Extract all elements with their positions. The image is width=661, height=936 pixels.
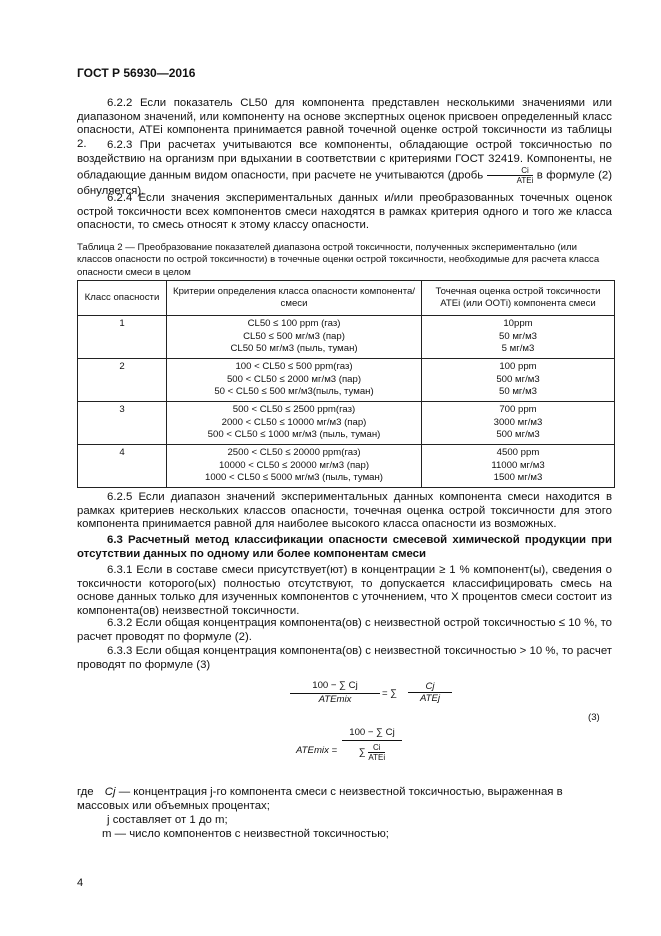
estimate-line: 3000 мг/м3 — [493, 416, 543, 428]
class-cell: 2 — [78, 359, 167, 402]
eq2-inner-denominator: ATEi — [368, 753, 386, 762]
equation-2-rhs — [342, 727, 402, 762]
estimate-line: 1500 мг/м3 — [493, 472, 543, 483]
estimate-line: 50 мг/м3 — [498, 386, 538, 397]
estimate-cell — [422, 402, 615, 445]
estimate-line: 100 ppm — [499, 361, 537, 372]
class-cell: 1 — [78, 316, 167, 359]
paragraph-6-2-3 — [77, 139, 612, 199]
paragraph-6-2-3-text: 6.2.3 При расчетах учитываются все компоненты, обладающие острой токсичностью по воздействию на организм при вдыхании в соответствии с критериями ГОСТ 32419. Компоненты, не обладающие данным видом опасности, при расчете не учитываются (дробь — [77, 139, 612, 182]
fraction-denominator: ATEi — [516, 176, 534, 186]
eq1-rhs-numerator: Cj — [408, 681, 452, 693]
criteria-line: 500 < CL50 ≤ 1000 мг/м3 (пыль, туман) — [207, 429, 381, 440]
where-word: где — [77, 786, 94, 798]
estimate-line: 700 ppm — [499, 404, 537, 415]
where-clause-2: j составляет от 1 до m; — [107, 814, 228, 826]
estimate-line: 500 мг/м3 — [496, 373, 540, 385]
class-cell: 3 — [78, 402, 167, 445]
equation-1-rhs — [408, 681, 452, 704]
where-clause-1 — [77, 786, 612, 813]
table-row — [78, 359, 615, 402]
header-criteria: Критерии определения класса опасности компонента/смеси — [167, 281, 422, 316]
document-header: ГОСТ Р 56930—2016 — [77, 66, 196, 80]
header-class: Класс опасности — [78, 281, 167, 316]
estimate-line: 50 мг/м3 — [498, 330, 538, 342]
paragraph-6-2-4: 6.2.4 Если значения экспериментальных данных и/или преобразованных точечных оценок острой токсичности всех компонентов смеси находятся в рамках критерия одного и того же класса опасности, то смесь относят к этому классу опасности. — [77, 192, 612, 232]
table-row — [78, 402, 615, 445]
criteria-line: 1000 < CL50 ≤ 5000 мг/м3 (пыль, туман) — [205, 472, 383, 483]
paragraph-6-3-1: 6.3.1 Если в составе смеси присутствует(ют) в концентрации ≥ 1 % компонент(ы), сведения о токсичности которого(ых) полностью отсутствуют, то допускается классифицировать смесь на основе данных только для изученных компонентов с уточнением, что X процентов смеси состоит из компонента(ов) неизвестной токсичности. — [77, 564, 612, 617]
criteria-line: CL50 50 мг/м3 (пыль, туман) — [230, 343, 358, 354]
eq1-rhs-denominator: ATEj — [419, 693, 441, 704]
header-estimate: Точечная оценка острой токсичности ATEi (или ООТi) компонента смеси — [422, 281, 615, 316]
where-symbol: Cj — [104, 786, 116, 798]
equation-1-lhs — [290, 680, 380, 705]
fraction-numerator: Ci — [487, 166, 534, 176]
equation-2-lhs: ATEmix = — [296, 745, 338, 756]
fraction-ci-atei — [487, 166, 534, 185]
estimate-line: 11000 мг/м3 — [491, 459, 545, 471]
class-cell: 4 — [78, 445, 167, 488]
eq2-inner-numerator: Ci — [368, 743, 385, 753]
page-number: 4 — [77, 877, 84, 889]
table-caption: Таблица 2 — Преобразование показателей диапазона острой токсичности, полученных экспериментально (или классов опасности по острой токсичности) в точечные оценки острой токсичности, необходимые для расчета класса опасности смеси в целом — [77, 242, 600, 278]
estimate-cell — [422, 445, 615, 488]
criteria-line: 100 < CL50 ≤ 500 ppm(газ) — [235, 361, 353, 372]
eq2-denominator: ∑ $\frac{Ci}{\text{ATEi}}$ — [358, 743, 386, 762]
criteria-cell — [167, 445, 422, 488]
criteria-line: CL50 ≤ 100 ppm (газ) — [247, 318, 341, 329]
paragraph-6-2-5: 6.2.5 Если диапазон значений экспериментальных данных компонента смеси находится в рамках критериев нескольких классов опасности, точечная оценка острой токсичности для этого компонента принимается равной для наиболее высокого класса опасности из возможных. — [77, 491, 612, 531]
table-row — [78, 316, 615, 359]
toxicity-table — [77, 280, 615, 488]
criteria-line: CL50 ≤ 500 мг/м3 (пар) — [243, 330, 345, 342]
equals-sign: = ∑ — [382, 688, 398, 699]
paragraph-6-3-2: 6.3.2 Если общая концентрация компонента(ов) с неизвестной острой токсичностью ≤ 10 %, то расчет проводят по формуле (2). — [77, 617, 612, 643]
paragraph-6-3-3: 6.3.3 Если общая концентрация компонента(ов) с неизвестной токсичностью > 10 %, то расчет проводят по формуле (3) — [77, 645, 612, 671]
criteria-cell — [167, 316, 422, 359]
eq2-inner-fraction — [368, 743, 385, 762]
estimate-cell — [422, 359, 615, 402]
eq1-denominator: ATEmix — [318, 694, 352, 705]
criteria-line: 500 < CL50 ≤ 2500 ppm(газ) — [232, 404, 356, 415]
criteria-line: 500 < CL50 ≤ 2000 мг/м3 (пар) — [226, 373, 362, 385]
estimate-line: 10ppm — [503, 318, 533, 329]
estimate-line: 500 мг/м3 — [496, 429, 540, 440]
where-definition: — концентрация j-го компонента смеси с неизвестной токсичностью, выраженная в массовых или объемных процентах; — [77, 786, 563, 812]
criteria-cell — [167, 359, 422, 402]
criteria-line: 50 < CL50 ≤ 500 мг/м3(пыль, туман) — [214, 386, 374, 397]
estimate-line: 4500 ppm — [496, 447, 540, 458]
criteria-cell — [167, 402, 422, 445]
criteria-line: 10000 < CL50 ≤ 20000 мг/м3 (пар) — [218, 459, 370, 471]
eq2-numerator: 100 − ∑ Cj — [342, 727, 402, 741]
estimate-line: 5 мг/м3 — [501, 343, 535, 354]
eq1-numerator: 100 − ∑ Cj — [290, 680, 380, 694]
equation-number: (3) — [588, 712, 600, 723]
table-header-row — [78, 281, 615, 316]
paragraph-6-2-3-end: в формуле (2) обнуляется). — [77, 169, 612, 198]
estimate-cell — [422, 316, 615, 359]
criteria-line: 2000 < CL50 ≤ 10000 мг/м3 (пар) — [221, 416, 367, 428]
section-heading-6-3: 6.3 Расчетный метод классификации опасности смесевой химической продукции при отсутствии данных по одному или более компонентам смеси — [77, 534, 612, 560]
table-row — [78, 445, 615, 488]
paragraph-6-2-2: 6.2.2 Если показатель CL50 для компонента представлен несколькими значениями или диапазоном значений, или компоненту на основе экспертных оценок присвоен определенный класс опасности, ATEi компонента принимается равной точечной оценке острой токсичности из таблицы 2. — [77, 97, 612, 150]
criteria-line: 2500 < CL50 ≤ 20000 ppm(газ) — [227, 447, 361, 458]
where-clause-3: m — число компонентов с неизвестной токсичностью; — [102, 828, 389, 840]
